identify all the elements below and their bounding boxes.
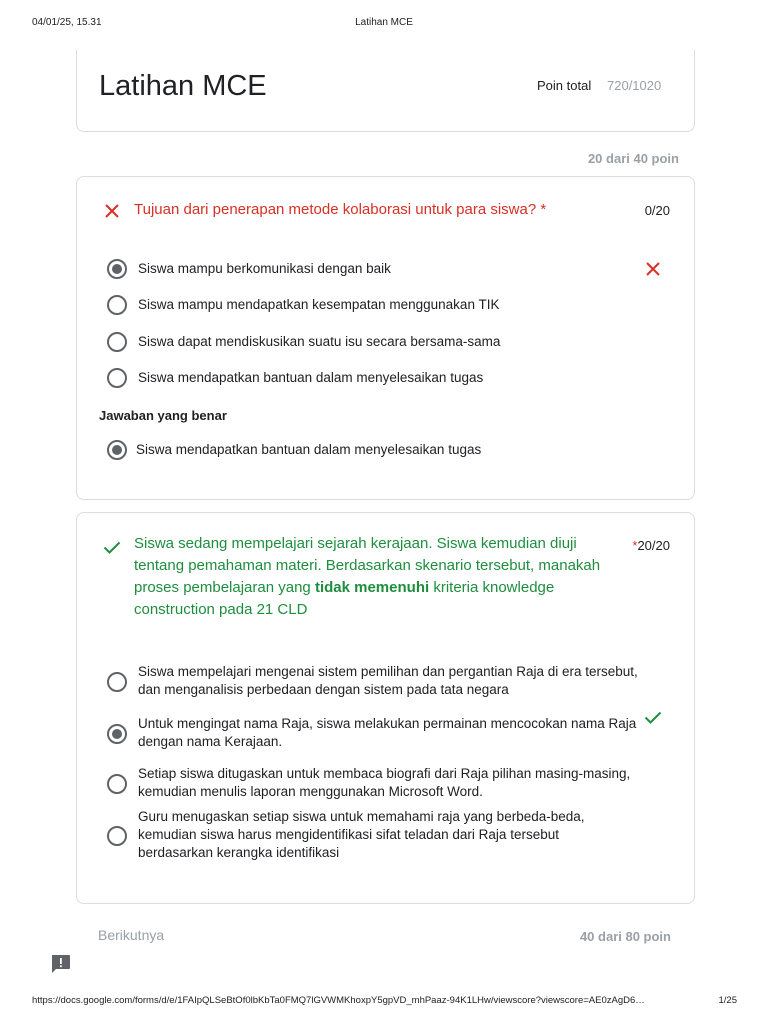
section-score: 20 dari 40 poin — [587, 151, 679, 166]
print-title: Latihan MCE — [355, 17, 413, 28]
option-label: Siswa mendapatkan bantuan dalam menyelesaikan tugas — [138, 370, 484, 385]
option[interactable] — [107, 368, 667, 388]
check-icon — [643, 707, 663, 727]
question-card — [76, 176, 695, 500]
option-label: Siswa mampu berkomunikasi dengan baik — [138, 261, 391, 276]
radio[interactable] — [107, 774, 127, 794]
print-page-number: 1/25 — [718, 995, 737, 1006]
footer-score: 40 dari 80 poin — [579, 929, 671, 944]
option[interactable] — [107, 715, 667, 753]
option[interactable] — [107, 765, 667, 803]
radio[interactable] — [107, 672, 127, 692]
option-label: Untuk mengingat nama Raja, siswa melakukan permainan mencocokan nama Raja dengan nama Kerajaan. — [138, 716, 637, 749]
radio[interactable] — [107, 332, 127, 352]
option[interactable] — [107, 295, 667, 315]
radio-checked[interactable] — [107, 724, 127, 744]
poin-total-value: 720/1020 — [607, 78, 662, 93]
correct-answer-heading: Jawaban yang benar — [99, 408, 227, 423]
radio[interactable] — [107, 295, 127, 315]
required-mark: * — [632, 538, 638, 553]
question-card — [76, 512, 695, 904]
question-score: 0/20 — [644, 203, 670, 218]
feedback-icon[interactable] — [50, 954, 71, 974]
option-label: Siswa dapat mendiskusikan suatu isu secara bersama-sama — [138, 334, 501, 349]
form-header-card — [76, 50, 695, 132]
print-header — [0, 17, 768, 31]
check-icon — [102, 537, 122, 557]
radio-checked — [107, 440, 127, 460]
option[interactable] — [107, 808, 667, 864]
close-icon — [102, 201, 122, 221]
correct-answer-label: Siswa mendapatkan bantuan dalam menyelesaikan tugas — [136, 442, 482, 457]
form-title: Latihan MCE — [99, 70, 267, 102]
question-title: Tujuan dari penerapan metode kolaborasi untuk para siswa? * — [134, 201, 547, 218]
question-title: Siswa sedang mempelajari sejarah kerajaan. Siswa kemudian diuji tentang pemahaman materi. Berdasarkan skenario tersebut, manakah proses pembelajaran yang tidak memenuhi kriteria knowledge construction pada 21 CLD — [134, 535, 601, 618]
option[interactable] — [107, 259, 667, 279]
option[interactable] — [107, 663, 667, 701]
option-label: Siswa mampu mendapatkan kesempatan menggunakan TIK — [138, 297, 500, 312]
option[interactable] — [107, 332, 667, 352]
option-label: Siswa mempelajari mengenai sistem pemilihan dan pergantian Raja di era tersebut, dan menganalisis perbedaan dengan sistem pada tata negara — [138, 664, 638, 697]
print-url: https://docs.google.com/forms/d/e/1FAIpQLSeBtOf0lbKbTa0FMQ7lGVWMKhoxpY5gpVD_mhPaaz-94K1LHw/viewscore?viewscore=AE0zAgD6… — [32, 995, 645, 1006]
required-mark: * — [540, 201, 547, 218]
correct-answer-option — [107, 440, 667, 460]
poin-total-label: Poin total — [537, 78, 592, 93]
option-label: Setiap siswa ditugaskan untuk membaca biografi dari Raja pilihan masing-masing, kemudian menulis laporan menggunakan Microsoft Word. — [138, 766, 631, 799]
radio-checked[interactable] — [107, 259, 127, 279]
question-score: *20/20 — [632, 538, 670, 553]
close-icon — [643, 259, 663, 279]
next-button[interactable]: Berikutnya — [98, 927, 165, 943]
radio[interactable] — [107, 826, 127, 846]
option-label: Guru menugaskan setiap siswa untuk memahami raja yang berbeda-beda, kemudian siswa harus mengidentifikasi sifat teladan dari Raja tersebut berdasarkan kerangka identifikasi — [138, 809, 585, 860]
print-footer — [0, 995, 768, 1009]
print-datetime: 04/01/25, 15.31 — [32, 17, 102, 28]
radio[interactable] — [107, 368, 127, 388]
